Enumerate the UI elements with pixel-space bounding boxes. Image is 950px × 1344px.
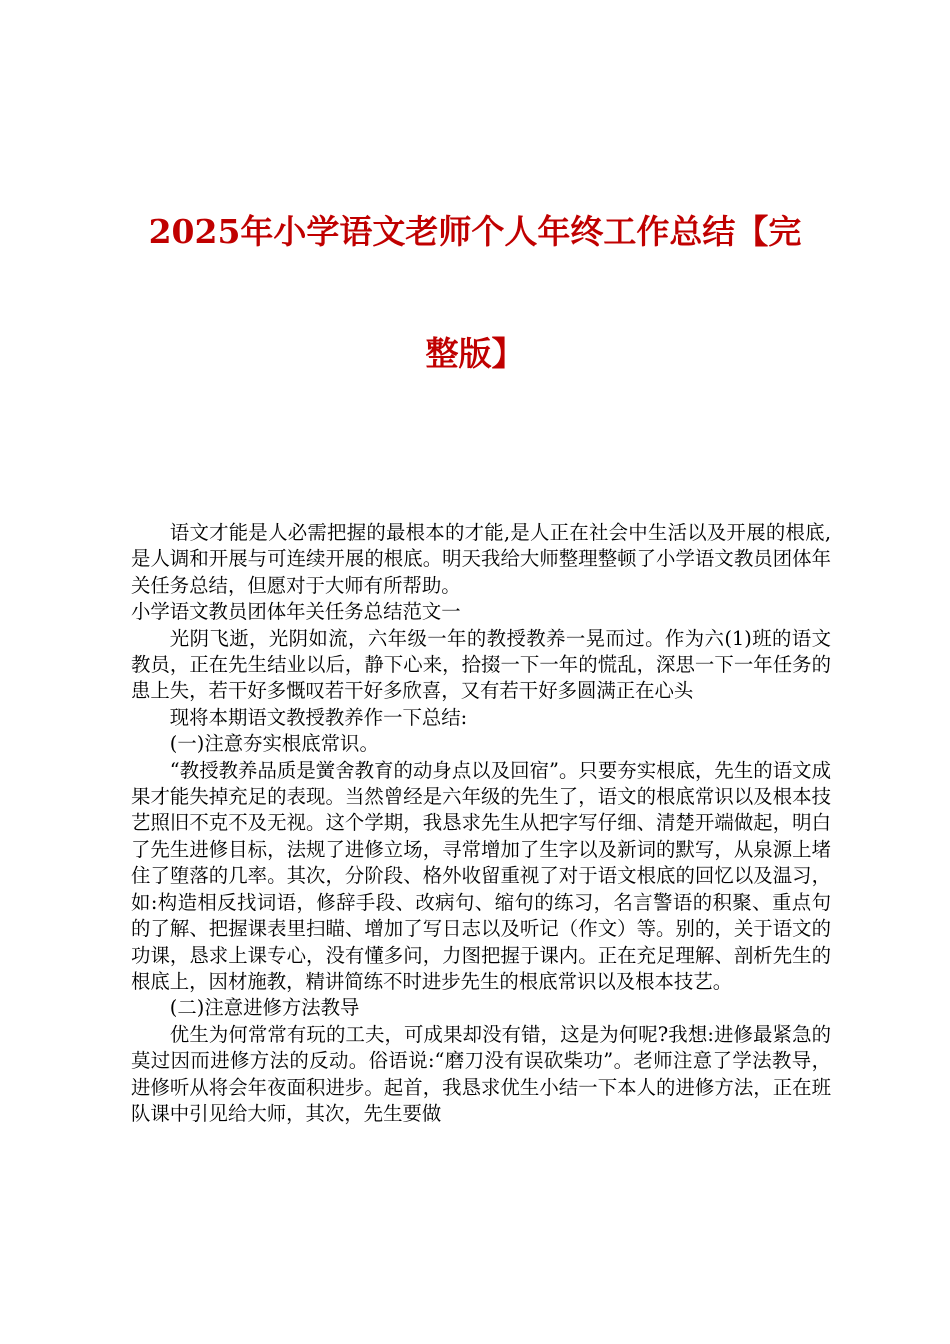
section-heading-1: (一)注意夯实根底常识。	[169, 732, 379, 756]
document-body	[131, 520, 831, 1127]
document-title-line-1: 2025年小学语文老师个人年终工作总结【完	[148, 212, 802, 251]
paragraph-summary-lead: 现将本期语文教授教养作一下总结:	[169, 705, 468, 729]
paragraph-intro: 语文才能是人必需把握的最根本的才能,是人正在社会中生活以及开展的根底,是人调和开展与可连续开展的根底。明天我给大师整理整顿了小学语文教员团体年关任务总结，但愿对于大师有所帮助。	[131, 521, 831, 597]
document-title-line-2: 整版】	[425, 334, 525, 373]
paragraph-opening: 光阴飞逝，光阴如流，六年级一年的教授教养一晃而过。作为六(1)班的语文教员，正在先生结业以后，静下心来，拾掇一下一年的慌乱，深思一下一年任务的患上失，若干好多慨叹若干好多欣喜，又有若干好多圆满正在心头	[131, 626, 831, 703]
paragraph-section-1: “教授教养品质是黉舍教育的动身点以及回宿”。只要夯实根底，先生的语文成果才能失掉充足的表现。当然曾经是六年级的先生了，语文的根底常识以及根本技艺照旧不克不及无视。这个学期，我恳求先生从把字写仔细、清楚开端做起，明白了先生进修目标，法规了进修立场，寻常增加了生字以及新词的默写，从泉源上堵住了堕落的几率。其次，分阶段、格外收留重视了对于语文根底的回忆以及温习，如:构造相反找词语，修辞手段、改病句、缩句的练习，名言警语的积聚、重点句的了解、把握课表里扫瞄、增加了写日志以及听记（作文）等。别的，关于语文的功课，恳求上课专心，没有懂多问，力图把握于课内。正在充足理解、剖析先生的根底上，因材施教，精讲简练不时进步先生的根底常识以及根本技艺。	[131, 758, 831, 993]
section-heading-2: (二)注意进修方法教导	[169, 996, 360, 1020]
paragraph-section-2: 优生为何常常有玩的工夫，可成果却没有错，这是为何呢?我想:进修最紧急的莫过因而进修方法的反动。俗语说:“磨刀没有误砍柴功”。老师注意了学法教导，进修听从将会年夜面积进步。起首，我恳求优生小结一下本人的进修方法，正在班队课中引见给大师，其次，先生要做	[131, 1022, 831, 1125]
paragraph-subtitle: 小学语文教员团体年关任务总结范文一	[131, 600, 461, 624]
